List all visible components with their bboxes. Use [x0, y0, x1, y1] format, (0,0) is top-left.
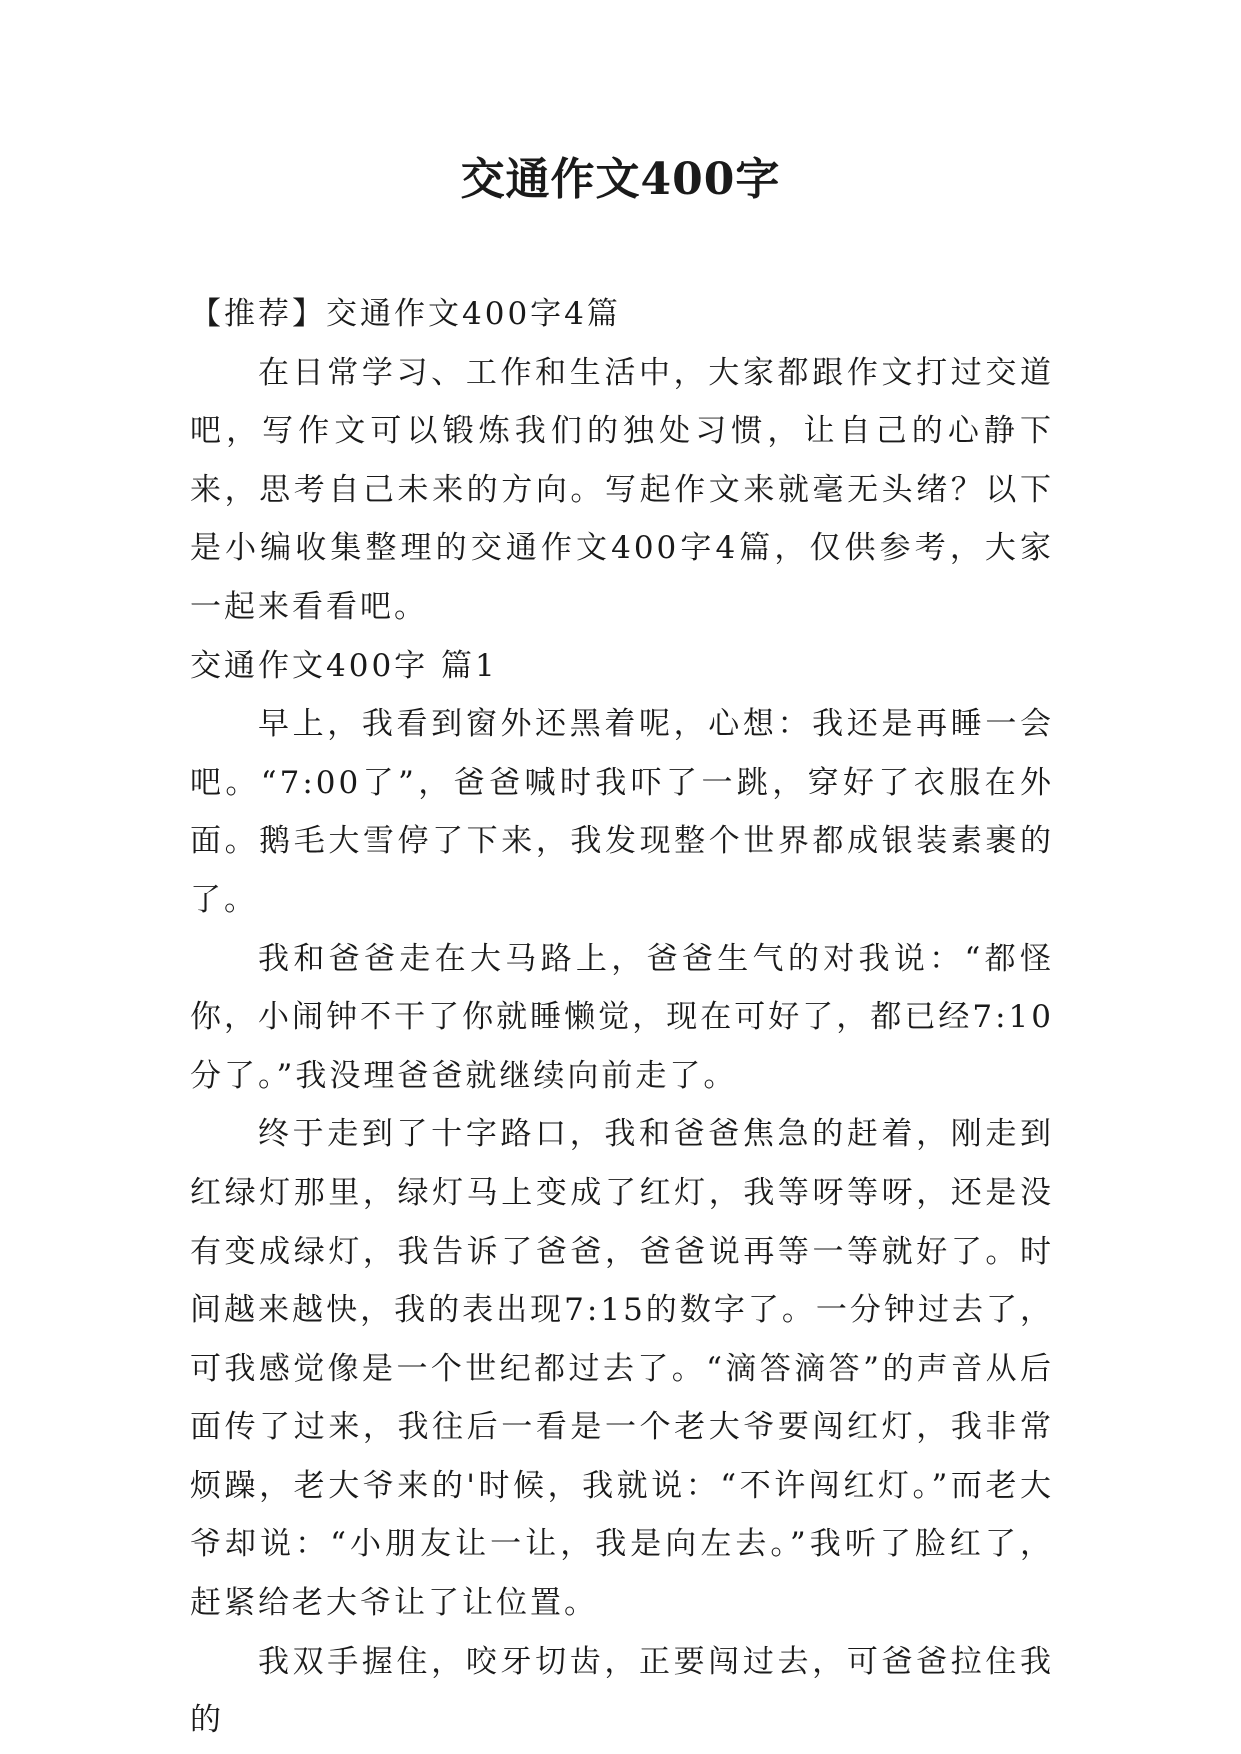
paragraph: 早上，我看到窗外还黑着呢，心想：我还是再睡一会吧。“7:00了”，爸爸喊时我吓了一跳，穿好了衣服在外面。鹅毛大雪停了下来，我发现整个世界都成银装素裹的了。 [190, 706, 1054, 918]
paragraph: 交通作文400字 篇1 [190, 647, 498, 684]
paragraph: 我双手握住，咬牙切齿，正要闯过去，可爸爸拉住我的 [190, 1643, 1054, 1739]
paragraph: 我和爸爸走在大马路上，爸爸生气的对我说：“都怪你，小闹钟不干了你就睡懒觉，现在可好了，都已经7:10分了。”我没理爸爸就继续向前走了。 [190, 940, 1054, 1094]
document-body [190, 285, 1054, 1750]
document-title: 交通作文400字 [460, 154, 781, 205]
paragraph: 【推荐】交通作文400字4篇 [190, 296, 621, 332]
paragraph: 终于走到了十字路口，我和爸爸焦急的赶着，刚走到红绿灯那里，绿灯马上变成了红灯，我等呀等呀，还是没有变成绿灯，我告诉了爸爸，爸爸说再等一等就好了。时间越来越快，我的表出现7:15的数字了。一分钟过去了，可我感觉像是一个世纪都过去了。“滴答滴答”的声音从后面传了过来，我往后一看是一个老大爷要闯红灯，我非常烦躁，老大爷来的'时候，我就说：“不许闯红灯。”而老大爷却说：“小朋友让一让，我是向左去。”我听了脸红了，赶紧给老大爷让了让位置。 [190, 1116, 1054, 1622]
paragraph: 在日常学习、工作和生活中，大家都跟作文打过交道吧，写作文可以锻炼我们的独处习惯，让自己的心静下来，思考自己未来的方向。写起作文来就毫无头绪？以下是小编收集整理的交通作文400字4篇，仅供参考，大家一起来看看吧。 [190, 354, 1054, 625]
